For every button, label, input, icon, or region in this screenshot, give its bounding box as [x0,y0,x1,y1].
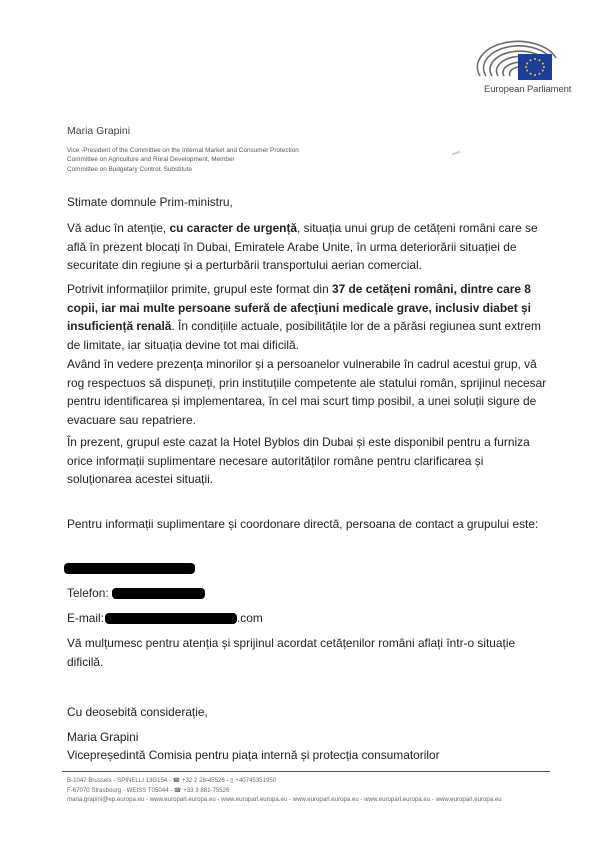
redacted-email [105,613,237,624]
sender-role: Committee on Budgetary Control, Substitute [67,165,193,173]
paragraph-2 [67,280,547,355]
email-suffix: .com [237,611,263,625]
paragraph-text: , situația unui grup de cetățeni români care se află în prezent blocați în Dubai, Emiratele Arabe Unite, în urma deteriorării situației de securitate din regiune și a perturbării transportului aerian comercial. [67,221,538,273]
eu-flag-icon [518,54,552,80]
footer-email-web: maria.grapini@ep.europa.eu - www.europarl.europa.eu - www.europarl.europa.eu - www.europarl.europa.eu - www.europarl.europa.eu - www.europarl.europa.eu [67,796,502,804]
sender-roles [67,146,299,174]
email-label: E-mail: [67,611,104,625]
salutation: Stimate domnule Prim-ministru, [67,195,233,209]
sender-name: Maria Grapini [67,125,131,137]
paragraph-text: Vă aduc în atenție, [67,221,170,235]
sender-role: Vice -President of the Committee on the Internal Market and Consumer Protection [67,147,299,154]
signature-name: Maria Grapini [67,730,139,744]
footer-strasbourg-address: F-67070 Strasbourg - WEISS T05044 - ☎ +33 3 881-75526 [67,786,230,794]
paragraph-bold-text: 37 de cetățeni români, dintre care 8 copii, iar mai multe persoane suferă de afecțiuni medicale grave, inclusiv diabet și insuficiență renală [67,282,531,334]
institution-name: European Parliament [484,84,572,95]
footer-divider [62,771,550,772]
paragraph-bold-text: cu caracter de urgență [169,221,298,235]
paragraph-text: Potrivit informațiilor primite, grupul este format din [67,282,332,296]
signature-title: Vicepreședintă Comisia pentru piața internă și protecția consumatorilor [67,748,440,762]
footer [67,776,502,805]
paragraph-1 [67,219,547,275]
sender-role: Committee on Agriculture and Rural Development, Member [67,156,235,164]
closing: Cu deosebită considerație, [67,705,208,719]
paragraph-5: Pentru informații suplimentare și coordonare directă, persoana de contact a grupului este: [67,517,539,531]
scan-mark [452,151,460,156]
paragraph-text: . În condițiile actuale, posibilitățile lor de a părăsi regiunea sunt extrem de limitate, iar situația devine tot mai dificilă. [67,319,541,353]
paragraph-4: În prezent, grupul este cazat la Hotel Byblos din Dubai și este disponibil pentru a furniza orice informații suplimentare necesare autorităților române pentru clarificarea și soluționarea acestei situații. [67,435,530,487]
redacted-contact-name [64,563,195,574]
footer-brussels-address: B-1047 Brussels - SPINELLI 13G154 - ☎ +32 2 28-45526 - ▯ +40745351950 [67,777,277,784]
redacted-phone [112,588,205,599]
paragraph-3: Având în vedere prezența minorilor și a persoanelor vulnerabile în cadrul acestui grup, vă rog respectuos să dispuneți, prin instituțiile competente ale statului român, sprijinul necesar pentru identificarea și implementarea, în cel mai scurt timp posibil, a unei soluții sigure de evacuare sau repatriere. [67,357,547,428]
phone-label: Telefon: [67,586,109,600]
paragraph-6: Vă mulțumesc pentru atenția și sprijinul acordat cetățenilor români aflați într-o situație dificilă. [67,636,516,669]
